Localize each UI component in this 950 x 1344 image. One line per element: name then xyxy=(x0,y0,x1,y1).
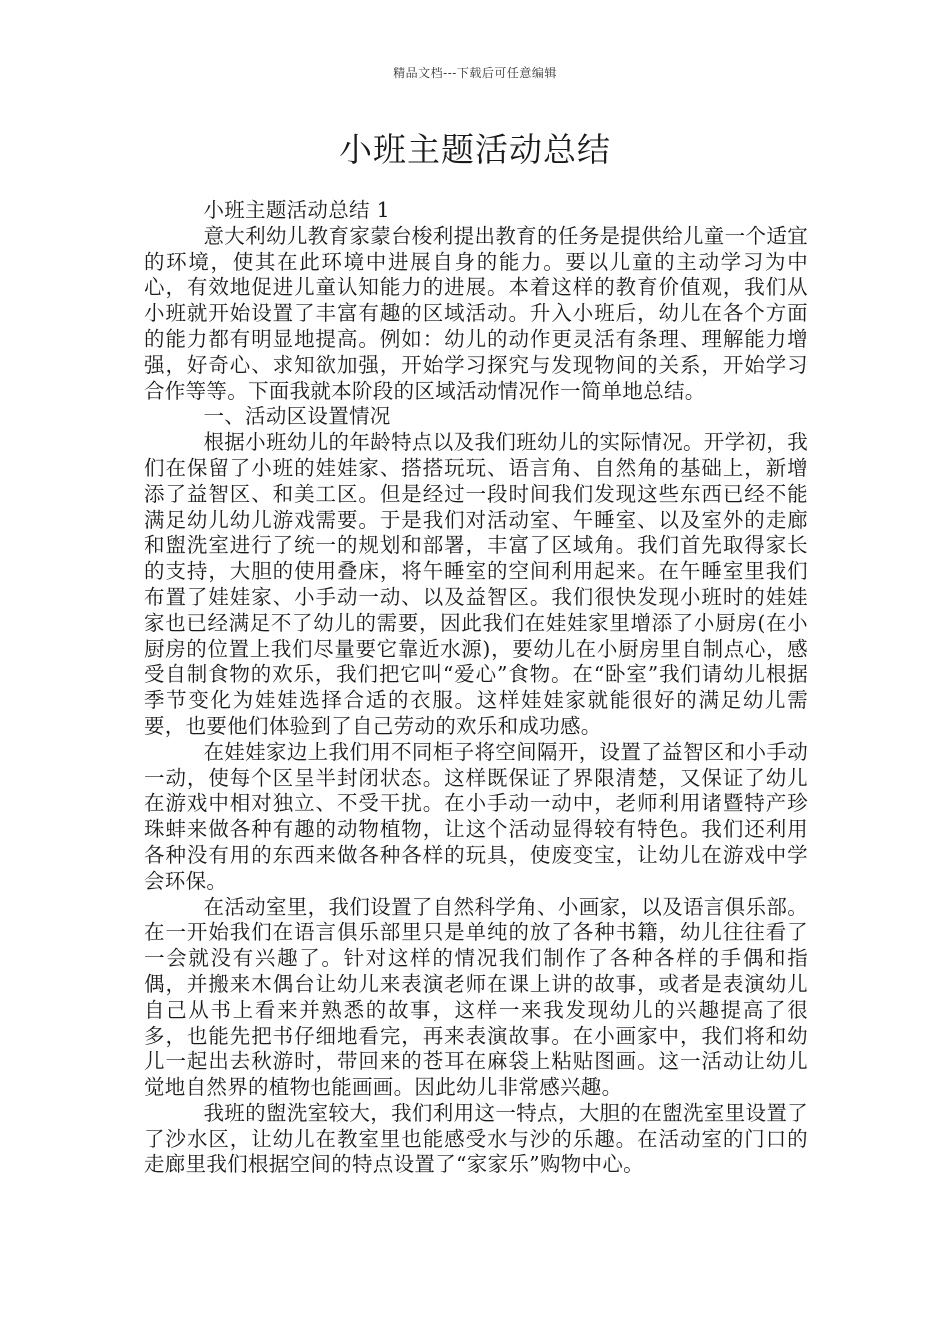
document-body xyxy=(144,198,808,1178)
section-heading-setup: 一、活动区设置情况 xyxy=(203,404,391,429)
paragraph-setup: 根据小班幼儿的年龄特点以及我们班幼儿的实际情况。开学初，我们在保留了小班的娃娃家、搭搭玩玩、语言角、自然角的基础上，新增添了益智区、和美工区。但是经过一段时间我们发现这些东西已经不能满足幼儿幼儿游戏需要。于是我们对活动室、午睡室、以及室外的走廊和盥洗室进行了统一的规划和部署，丰富了区域角。我们首先取得家长的支持，大胆的使用叠床，将午睡室的空间利用起来。在午睡室里我们布置了娃娃家、小手动一动、以及益智区。我们很快发现小班时的娃娃家也已经满足不了幼儿的需要，因此我们在娃娃家里增添了小厨房(在小厨房的位置上我们尽量要它靠近水源)，要幼儿在小厨房里自制点心，感受自制食物的欢乐，我们把它叫“爱心”食物。在“卧室”我们请幼儿根据季节变化为娃娃选择合适的衣服。这样娃娃家就能很好的满足幼儿需要，也要他们体验到了自己劳动的欢乐和成功感。 xyxy=(144,430,808,738)
paragraph-doll-house: 在娃娃家边上我们用不同柜子将空间隔开，设置了益智区和小手动一动，使每个区呈半封闭状态。这样既保证了界限清楚，又保证了幼儿在游戏中相对独立、不受干扰。在小手动一动中，老师利用诸暨特产珍珠蚌来做各种有趣的动物植物，让这个活动显得较有特色。我们还利用各种没有用的东西来做各种各样的玩具，使废变宝，让幼儿在游戏中学会环保。 xyxy=(144,739,808,893)
paragraph-intro: 意大利幼儿教育家蒙台梭利提出教育的任务是提供给儿童一个适宜的环境，使其在此环境中进展自身的能力。要以儿童的主动学习为中心，有效地促进儿童认知能力的进展。本着这样的教育价值观，我们从小班就开始设置了丰富有趣的区域活动。升入小班后，幼儿在各个方面的能力都有明显地提高。例如：幼儿的动作更灵活有条理、理解能力增强，好奇心、求知欲加强，开始学习探究与发现物间的关系，开始学习合作等等。下面我就本阶段的区域活动情况作一简单地总结。 xyxy=(144,223,808,403)
paragraph-washroom: 我班的盥洗室较大，我们利用这一特点，大胆的在盥洗室里设置了了沙水区，让幼儿在教室里也能感受水与沙的乐趣。在活动室的门口的走廊里我们根据空间的特点设置了“家家乐”购物中心。 xyxy=(144,1100,808,1177)
section-heading-summary-1: 小班主题活动总结 1 xyxy=(203,198,390,222)
document-title: 小班主题活动总结 xyxy=(339,130,611,169)
paragraph-activity-room: 在活动室里，我们设置了自然科学角、小画家，以及语言俱乐部。在一开始我们在语言俱乐部里只是单纯的放了各种书籍，幼儿往往看了一会就没有兴趣了。针对这样的情况我们制作了各种各样的手偶和指偶，并搬来木偶台让幼儿来表演老师在课上讲的故事，或者是表演幼儿自己从书上看来并熟悉的故事，这样一来我发现幼儿的兴趣提高了很多，也能先把书仔细地看完，再来表演故事。在小画家中，我们将和幼儿一起出去秋游时，带回来的苍耳在麻袋上粘贴图画。这一活动让幼儿觉地自然界的植物也能画画。因此幼儿非常感兴趣。 xyxy=(144,894,808,1100)
header-note: 精品文档---下载后可任意编辑 xyxy=(393,66,557,80)
